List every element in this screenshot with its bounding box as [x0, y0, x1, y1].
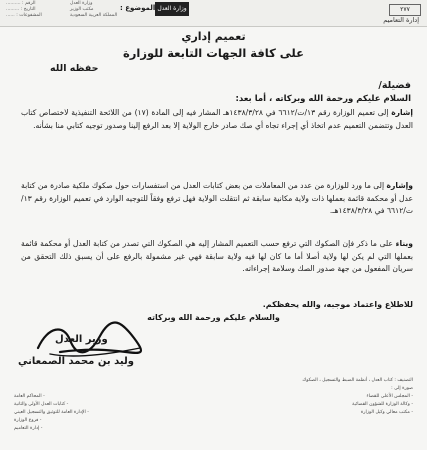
distribution-item: - المجلس الأعلى للقضاء [366, 394, 413, 399]
department-label: إدارة التعاميم [383, 16, 419, 24]
body-paragraph-2 [21, 180, 413, 218]
body-paragraph-1 [21, 107, 413, 132]
subject-label: الموضوع : [120, 4, 156, 12]
distribution-item: - كتابات العدل الأولى والثانية [14, 402, 69, 407]
greeting: السلام عليكم ورحمة الله وبركاته ، أما بعد: [235, 94, 411, 104]
letterhead-meta-line: التاريخ : ......... [6, 7, 36, 12]
closing-greeting: والسلام عليكم ورحمة الله وبركاته [147, 313, 280, 322]
closing-instruction: للاطلاع واعتماد موجبه، والله يحفظكم. [262, 300, 413, 309]
distribution-item: - المحاكم العامة [14, 394, 45, 399]
letterhead-strip [0, 0, 427, 27]
salutation-honorific: حفظه الله [50, 63, 99, 74]
distribution-item: - إدارة التعاميم [14, 426, 43, 431]
paragraph-text: إلى ما ورد للوزارة من عدد من المعاملات من بعض كتابات العدل من استفسارات حول صكوك ملكية صادرة من كتابة عدل أو محكمة قائمة بعملها ذات ولاية مكانية سابقة ثم انتقلت الولاية فهل ترفع وفقاً للتوجيه الوارد في تعميم الوزارة رقم ١٣/ت/٦٦١٢ في ١٤٣٨/٣/٢٨هـ. [21, 181, 413, 216]
paragraph-text: إلى تعميم الوزارة رقم ١٣/ت/٦٦١٢ في ١٤٣٨/٣/٢٨هـ المشار فيه إلى المادة (١٧) من اللائحة التنفيذية لاختصاص كتاب العدل وتتضمن التعميم عدم اتخاذ أي إجراء تجاه أي صك صادر خارج الولاية إلا بعد الرفع إلينا وصدور توجيه كتابي منا بشأنه. [21, 108, 413, 130]
letterhead-org-line: وزارة العدل [70, 1, 93, 6]
distribution-list [0, 378, 427, 450]
signatory-title: وزير العدل [55, 334, 108, 345]
paragraph-text: على ما ذكر فإن الصكوك التي ترفع حسب التعميم المشار إليه هي الصكوك التي تصدر من كتابة العدل أو محكمة قائمة بعملها التي لم يكن لها ولاية أصلا أما ما كان لها فيه ولاية سابقة فهي غير مشمولة بالرفع على أن يسبق ذلك التحقق من سريان المفعول من جهة صدور الصك وسلامة إجراءاته. [21, 239, 413, 274]
distribution-item: - فروع الوزارة [14, 418, 42, 423]
distribution-cc-label: صورة إلى : [391, 386, 413, 391]
letterhead-meta-line: الرقم : .......... [6, 1, 36, 6]
signatory-name: وليد بن محمد الصمعاني [18, 356, 134, 367]
body-paragraph-3 [21, 238, 413, 276]
distribution-item: - وكالة الوزارة للشؤون القضائية [352, 402, 413, 407]
document-subtitle: على كافة الجهات التابعة للوزارة [123, 46, 304, 60]
reference-number: ٢٧٧ [389, 4, 421, 16]
distribution-item: - الإدارة العامة للتوثيق والتسجيل العيني [14, 410, 89, 415]
ministry-logo: وزارة العدل [155, 2, 189, 16]
salutation-addressee: فضيلة/ [378, 80, 411, 91]
letterhead-meta-line: المشفوعات : ...... [6, 13, 42, 18]
letterhead-org-line: المملكة العربية السعودية [70, 13, 118, 18]
document-title: تعميم إداري [181, 30, 246, 43]
paragraph-keyword: وبناء [395, 239, 413, 248]
paragraph-keyword: وإشارة [386, 181, 413, 190]
paragraph-keyword: إشارة [391, 108, 413, 117]
distribution-item: - مكتب معالي وكيل الوزارة [360, 410, 413, 415]
distribution-classification: التصنيف : كتاب العدل ، أنظمة الضبط والتسجيل ، الصكوك [302, 378, 413, 383]
letterhead-org-line: مكتب الوزير [70, 7, 94, 12]
